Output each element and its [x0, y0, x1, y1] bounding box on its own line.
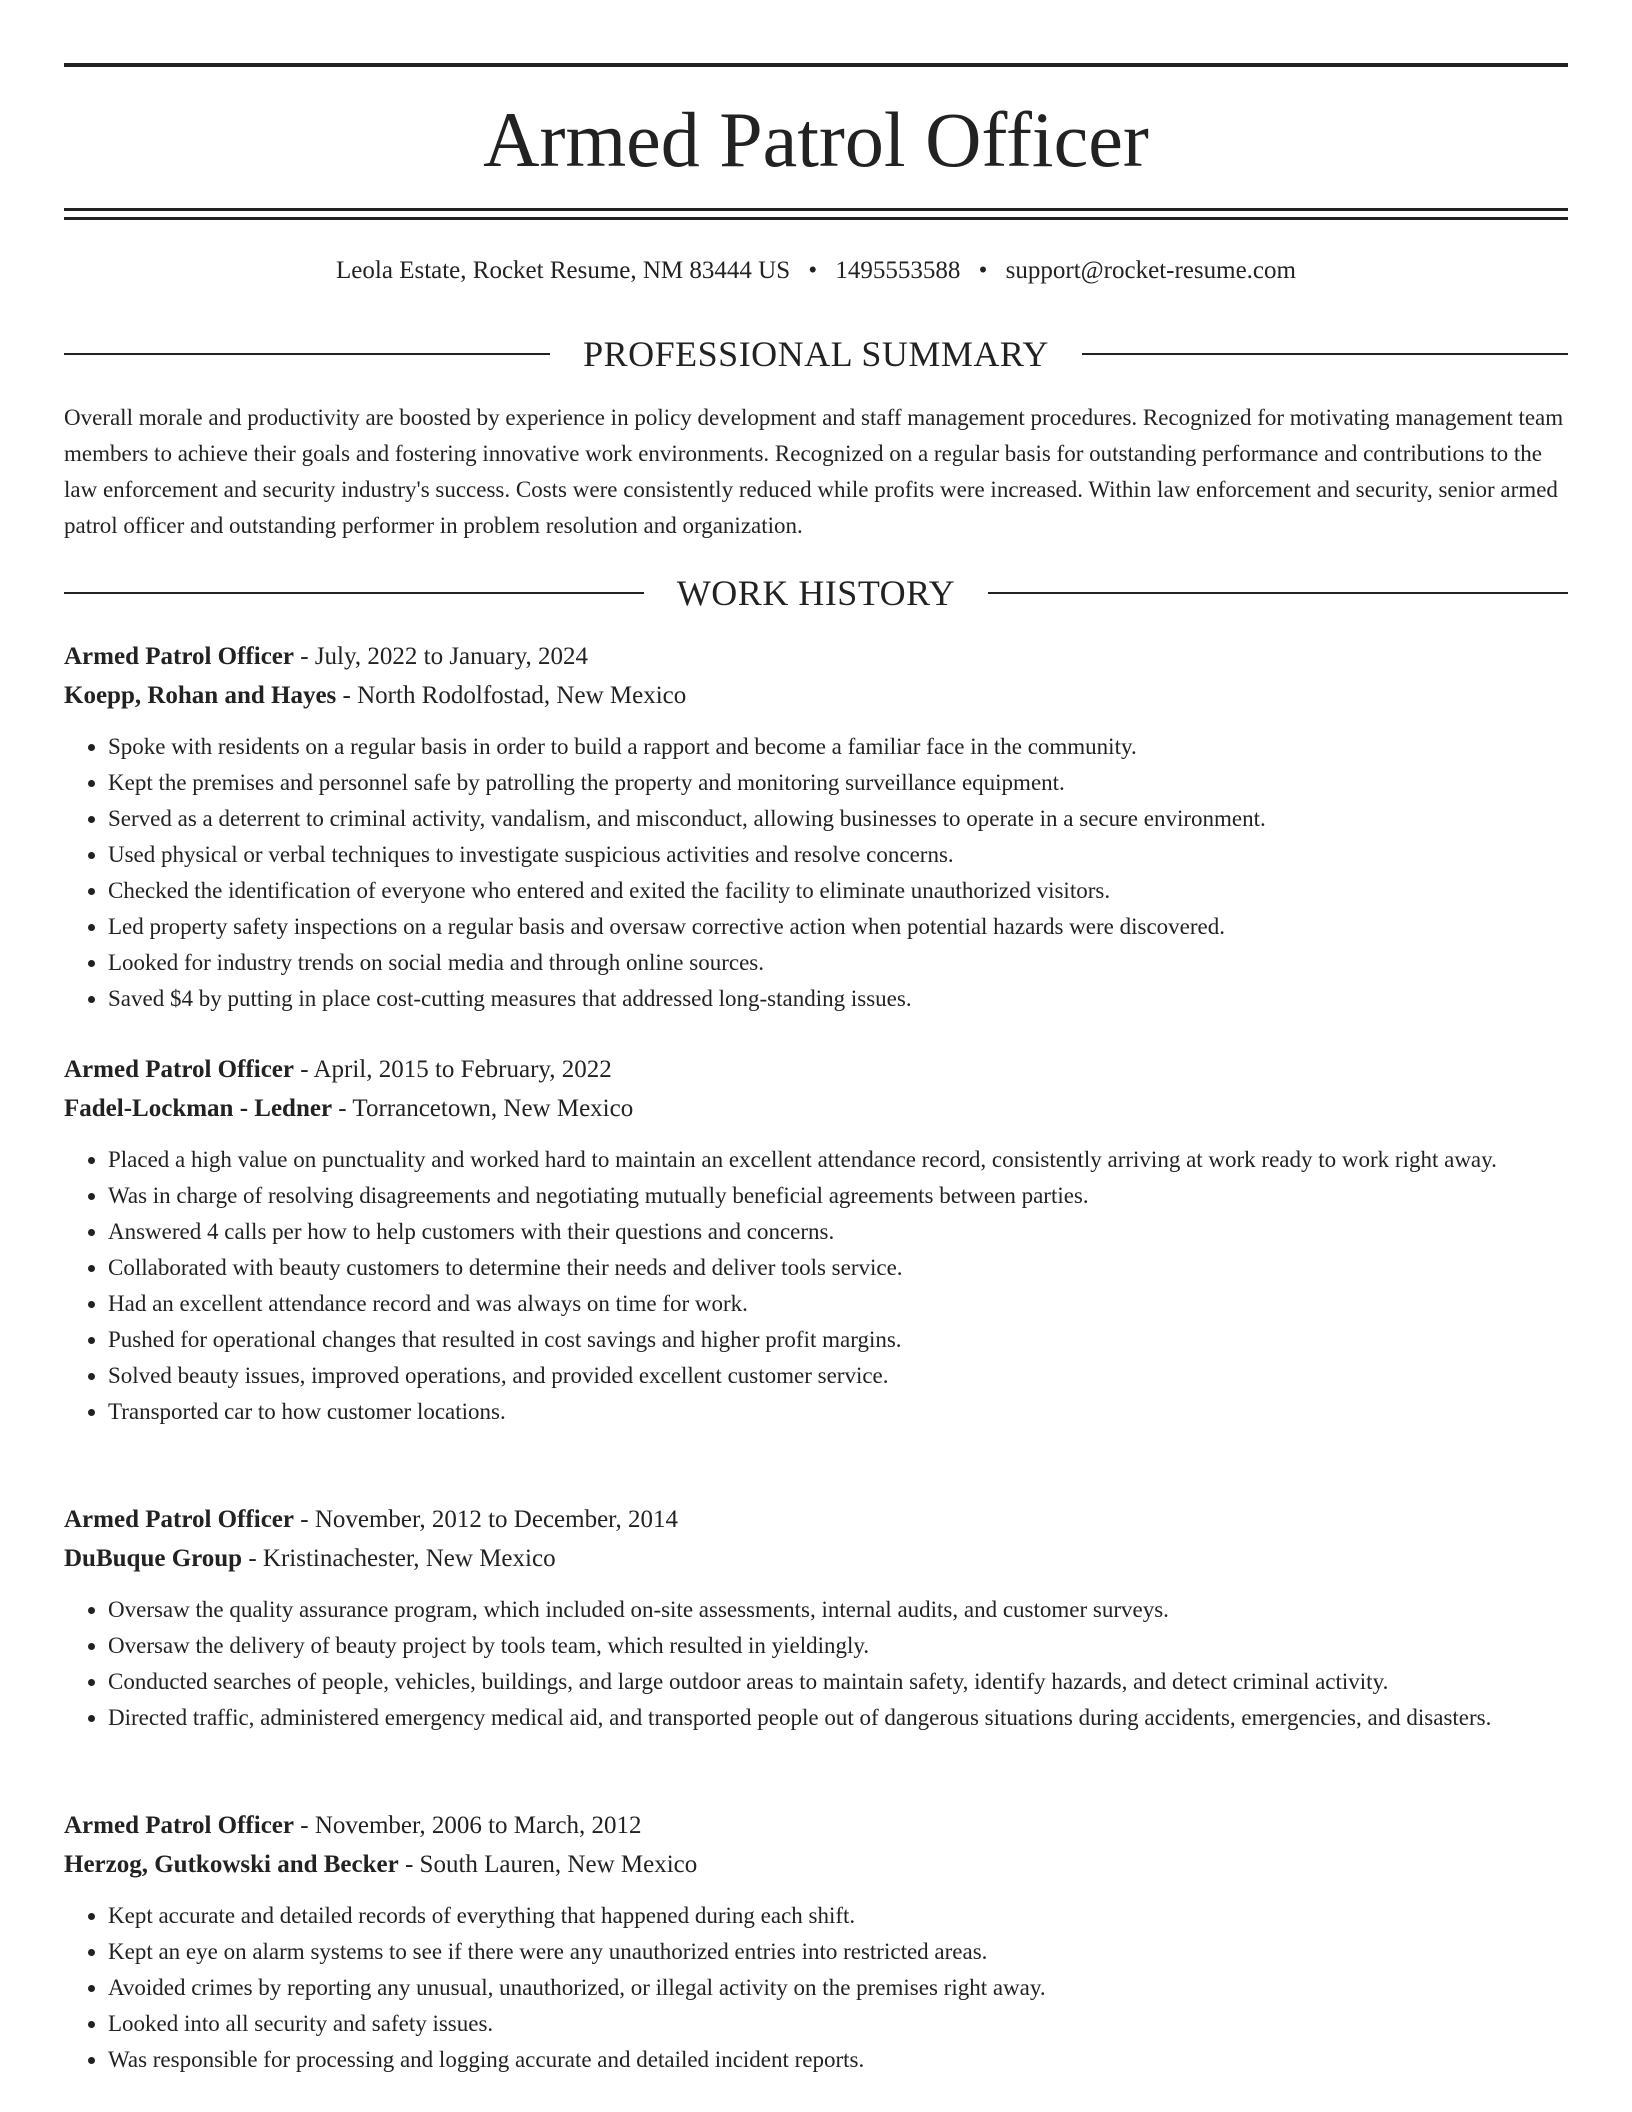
- job-bullet: • Directed traffic, administered emergency medical aid, and transported people out of dangerous situations during accidents, emergencies, and disasters.: [108, 1700, 1568, 1736]
- job-bullet: • Was responsible for processing and logging accurate and detailed incident reports.: [108, 2042, 1568, 2078]
- job-entry: [64, 1050, 1568, 1430]
- job-bullet: • Was in charge of resolving disagreements and negotiating mutually beneficial agreements between parties.: [108, 1178, 1568, 1214]
- job-dates: - July, 2022 to January, 2024: [294, 643, 588, 670]
- job-bullet: • Pushed for operational changes that resulted in cost savings and higher profit margins.: [108, 1322, 1568, 1358]
- job-bullet: • Kept accurate and detailed records of everything that happened during each shift.: [108, 1898, 1568, 1934]
- job-entry: [64, 1500, 1568, 1736]
- job-bullet: • Served as a deterrent to criminal activity, vandalism, and misconduct, allowing businesses to operate in a secure environment.: [108, 801, 1568, 837]
- heading-rule: [1082, 353, 1568, 355]
- job-bullet: • Looked into all security and safety issues.: [108, 2006, 1568, 2042]
- job-bullet: • Used physical or verbal techniques to investigate suspicious activities and resolve concerns.: [108, 837, 1568, 873]
- contact-line: [64, 254, 1568, 288]
- section-heading-work-history: [64, 571, 1568, 615]
- job-bullet: • Kept an eye on alarm systems to see if there were any unauthorized entries into restricted areas.: [108, 1934, 1568, 1970]
- job-title-line: [64, 1500, 1568, 1539]
- job-company: Herzog, Gutkowski and Becker: [64, 1851, 399, 1878]
- job-company: DuBuque Group: [64, 1545, 243, 1572]
- section-title: PROFESSIONAL SUMMARY: [583, 334, 1049, 374]
- job-title: Armed Patrol Officer: [64, 1812, 294, 1839]
- top-rule: [64, 63, 1568, 67]
- job-company-line: [64, 1089, 1568, 1128]
- job-bullet: • Avoided crimes by reporting any unusual, unauthorized, or illegal activity on the premises right away.: [108, 1970, 1568, 2006]
- job-title-line: [64, 1806, 1568, 1845]
- job-bullets: [64, 1898, 1568, 2078]
- heading-rule: [64, 353, 550, 355]
- job-bullet: • Conducted searches of people, vehicles, buildings, and large outdoor areas to maintain safety, identify hazards, and detect criminal activity.: [108, 1664, 1568, 1700]
- job-bullet: • Oversaw the quality assurance program, which included on-site assessments, internal audits, and customer surveys.: [108, 1592, 1568, 1628]
- job-company-line: [64, 1845, 1568, 1884]
- summary-text: Overall morale and productivity are boosted by experience in policy development and staff management procedures. Recognized for motivating management team members to achieve their goals and fostering innovative work environments. Recognized on a regular basis for outstanding performance and contributions to the law enforcement and security industry's success. Costs were consistently reduced while profits were increased. Within law enforcement and security, senior armed patrol officer and outstanding performer in problem resolution and organization.: [64, 405, 1564, 538]
- section-heading-summary: [64, 332, 1568, 376]
- job-entry: [64, 637, 1568, 1017]
- job-bullet: • Oversaw the delivery of beauty project by tools team, which resulted in yieldingly.: [108, 1628, 1568, 1664]
- double-rule: [64, 208, 1568, 220]
- job-bullet: • Transported car to how customer locations.: [108, 1394, 1568, 1430]
- heading-rule: [988, 592, 1568, 594]
- section-title: WORK HISTORY: [676, 573, 956, 613]
- job-title: Armed Patrol Officer: [64, 1506, 294, 1533]
- job-bullet: • Solved beauty issues, improved operations, and provided excellent customer service.: [108, 1358, 1568, 1394]
- job-bullet: • Led property safety inspections on a regular basis and oversaw corrective action when potential hazards were discovered.: [108, 909, 1568, 945]
- job-bullet: • Answered 4 calls per how to help customers with their questions and concerns.: [108, 1214, 1568, 1250]
- job-bullet: • Spoke with residents on a regular basis in order to build a rapport and become a familiar face in the community.: [108, 729, 1568, 765]
- contact-email: support@rocket-resume.com: [1005, 257, 1296, 284]
- job-bullet: • Placed a high value on punctuality and worked hard to maintain an excellent attendance record, consistently arriving at work ready to work right away.: [108, 1142, 1568, 1178]
- job-bullet: • Saved $4 by putting in place cost-cutting measures that addressed long-standing issues.: [108, 981, 1568, 1017]
- contact-address: Leola Estate, Rocket Resume, NM 83444 US: [336, 257, 791, 284]
- heading-rule: [64, 592, 644, 594]
- job-location: - Torrancetown, New Mexico: [332, 1095, 634, 1122]
- job-dates: - April, 2015 to February, 2022: [294, 1056, 612, 1083]
- job-bullets: [64, 1592, 1568, 1736]
- job-company-line: [64, 1539, 1568, 1578]
- job-title: Armed Patrol Officer: [64, 1056, 294, 1083]
- job-location: - North Rodolfostad, New Mexico: [336, 682, 687, 709]
- job-title-line: [64, 1050, 1568, 1089]
- resume-name: Armed Patrol Officer: [483, 96, 1149, 183]
- contact-separator: •: [978, 257, 988, 284]
- job-bullets: [64, 1142, 1568, 1430]
- job-title: Armed Patrol Officer: [64, 643, 294, 670]
- job-location: - South Lauren, New Mexico: [398, 1851, 698, 1878]
- job-company: Koepp, Rohan and Hayes: [64, 682, 337, 709]
- job-entry: [64, 1806, 1568, 2078]
- job-dates: - November, 2012 to December, 2014: [294, 1506, 678, 1533]
- job-dates: - November, 2006 to March, 2012: [294, 1812, 642, 1839]
- job-bullet: • Kept the premises and personnel safe by patrolling the property and monitoring surveillance equipment.: [108, 765, 1568, 801]
- job-bullet: • Looked for industry trends on social media and through online sources.: [108, 945, 1568, 981]
- job-title-line: [64, 637, 1568, 676]
- contact-separator: •: [808, 257, 818, 284]
- job-bullet: • Collaborated with beauty customers to determine their needs and deliver tools service.: [108, 1250, 1568, 1286]
- job-company: Fadel-Lockman - Ledner: [64, 1095, 333, 1122]
- job-company-line: [64, 676, 1568, 715]
- job-bullet: • Had an excellent attendance record and was always on time for work.: [108, 1286, 1568, 1322]
- contact-phone: 1495553588: [835, 257, 961, 284]
- job-bullets: [64, 729, 1568, 1017]
- job-bullet: • Checked the identification of everyone who entered and exited the facility to eliminate unauthorized visitors.: [108, 873, 1568, 909]
- job-location: - Kristinachester, New Mexico: [242, 1545, 556, 1572]
